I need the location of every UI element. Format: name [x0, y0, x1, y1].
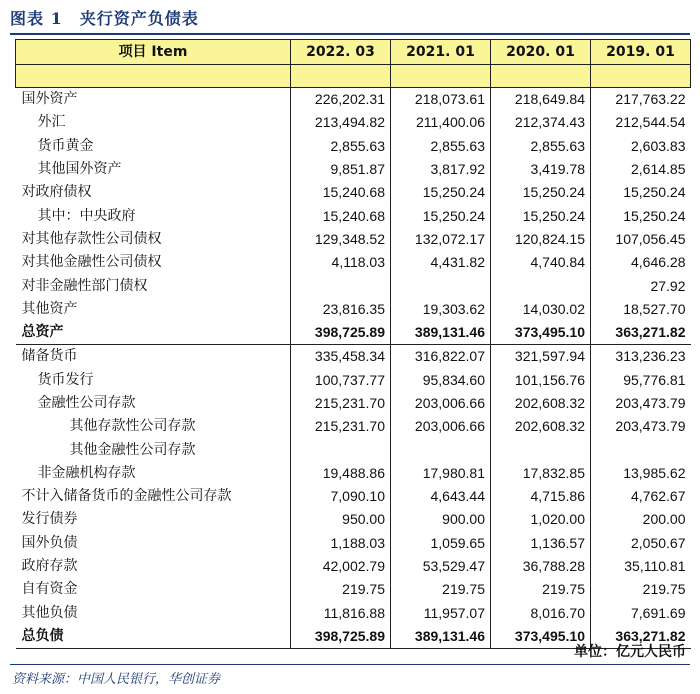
row-value	[291, 274, 391, 297]
row-value: 15,250.24	[491, 181, 591, 204]
row-value: 7,090.10	[291, 485, 391, 508]
row-label: 其中：中央政府	[37, 207, 136, 224]
row-value: 19,303.62	[391, 298, 491, 321]
liability-row	[16, 369, 691, 392]
row-label: 外汇	[37, 114, 66, 131]
row-value: 211,400.06	[391, 111, 491, 134]
source-divider	[10, 664, 690, 665]
row-value: 212,544.54	[591, 111, 691, 134]
liability-row	[16, 345, 691, 369]
asset-row	[16, 111, 691, 134]
row-value: 9,851.87	[291, 158, 391, 181]
row-value: 203,473.79	[591, 392, 691, 415]
liability-row	[16, 602, 691, 625]
row-value: 23,816.35	[291, 298, 391, 321]
row-value: 226,202.31	[291, 88, 391, 112]
row-label: 非金融机构存款	[37, 464, 136, 481]
row-value: 7,691.69	[591, 602, 691, 625]
liability-row	[16, 508, 691, 531]
row-value: 3,419.78	[491, 158, 591, 181]
row-value: 95,834.60	[391, 369, 491, 392]
row-label: 自有资金	[21, 581, 78, 598]
row-value: 129,348.52	[291, 228, 391, 251]
row-label: 国外负债	[21, 534, 78, 551]
row-value: 42,002.79	[291, 555, 391, 578]
row-value: 35,110.81	[591, 555, 691, 578]
row-value: 2,050.67	[591, 532, 691, 555]
row-value	[591, 438, 691, 461]
header-row	[16, 40, 691, 65]
row-value: 15,250.24	[391, 204, 491, 227]
source-note: 资料来源：中国人民银行，华创证券	[12, 672, 221, 687]
row-value: 2,855.63	[291, 135, 391, 158]
row-value: 215,231.70	[291, 415, 391, 438]
row-value: 15,250.24	[591, 204, 691, 227]
row-value: 316,822.07	[391, 345, 491, 369]
row-value: 17,832.85	[491, 462, 591, 485]
row-value: 3,817.92	[391, 158, 491, 181]
row-value: 215,231.70	[291, 392, 391, 415]
row-value: 27.92	[591, 274, 691, 297]
row-label: 货币黄金	[37, 137, 94, 154]
figure-title: 图表 1 夹行资产负债表	[10, 9, 199, 28]
row-value: 202,608.32	[491, 415, 591, 438]
row-value: 213,494.82	[291, 111, 391, 134]
row-value: 373,495.10	[491, 321, 591, 345]
row-label: 对政府债权	[21, 184, 92, 201]
row-value	[491, 274, 591, 297]
row-value: 101,156.76	[491, 369, 591, 392]
header-col-2022-03: 2022. 03	[291, 40, 391, 65]
row-value: 321,597.94	[491, 345, 591, 369]
row-value: 1,136.57	[491, 532, 591, 555]
row-value: 4,646.28	[591, 251, 691, 274]
asset-row	[16, 135, 691, 158]
row-value: 203,006.66	[391, 415, 491, 438]
row-value: 1,020.00	[491, 508, 591, 531]
row-value: 219.75	[291, 578, 391, 601]
row-value	[291, 438, 391, 461]
row-value: 15,240.68	[291, 204, 391, 227]
row-label: 发行债券	[21, 511, 78, 528]
row-value: 203,006.66	[391, 392, 491, 415]
liability-row	[16, 532, 691, 555]
row-label: 其他金融性公司存款	[69, 441, 196, 458]
row-label: 总负债	[16, 625, 291, 649]
row-value: 14,030.02	[491, 298, 591, 321]
row-label: 政府存款	[21, 558, 78, 575]
row-value: 53,529.47	[391, 555, 491, 578]
row-value: 19,488.86	[291, 462, 391, 485]
row-label: 对其他存款性公司债权	[21, 230, 162, 247]
balance-sheet-table	[15, 39, 691, 649]
row-value: 212,374.43	[491, 111, 591, 134]
liability-row	[16, 555, 691, 578]
row-value	[391, 274, 491, 297]
row-value: 18,527.70	[591, 298, 691, 321]
liability-row	[16, 415, 691, 438]
row-value: 36,788.28	[491, 555, 591, 578]
blank-band-row	[16, 65, 691, 88]
row-value: 219.75	[591, 578, 691, 601]
row-value: 15,250.24	[491, 204, 591, 227]
table-body	[16, 65, 691, 649]
row-value: 218,649.84	[491, 88, 591, 112]
row-value: 2,855.63	[491, 135, 591, 158]
unit-note: 单位：亿元人民币	[574, 644, 686, 660]
row-value: 1,059.65	[391, 532, 491, 555]
row-value	[491, 438, 591, 461]
row-value: 373,495.10	[491, 625, 591, 649]
row-value: 335,458.34	[291, 345, 391, 369]
row-value: 8,016.70	[491, 602, 591, 625]
row-label: 其他负债	[21, 604, 78, 621]
asset-row	[16, 298, 691, 321]
row-value: 363,271.82	[591, 625, 691, 649]
header-col-2020-01: 2020. 01	[491, 40, 591, 65]
row-label: 金融性公司存款	[37, 395, 136, 411]
row-value: 203,473.79	[591, 415, 691, 438]
row-value: 2,614.85	[591, 158, 691, 181]
row-value: 4,118.03	[291, 251, 391, 274]
row-value: 219.75	[491, 578, 591, 601]
row-value: 4,740.84	[491, 251, 591, 274]
row-label: 不计入储备货币的金融性公司存款	[21, 488, 232, 505]
header-item: 项目 Item	[16, 40, 291, 65]
row-value: 313,236.23	[591, 345, 691, 369]
row-value: 2,855.63	[391, 135, 491, 158]
total-assets-row	[16, 321, 691, 345]
row-label: 其他国外资产	[37, 161, 122, 178]
asset-row	[16, 251, 691, 274]
row-value: 15,250.24	[391, 181, 491, 204]
header-col-2019-01: 2019. 01	[591, 40, 691, 65]
liability-row	[16, 462, 691, 485]
liability-row	[16, 438, 691, 461]
row-value: 398,725.89	[291, 625, 391, 649]
row-value: 4,643.44	[391, 485, 491, 508]
asset-row	[16, 204, 691, 227]
row-value: 132,072.17	[391, 228, 491, 251]
row-value: 17,980.81	[391, 462, 491, 485]
row-label: 其他资产	[21, 300, 78, 317]
header-col-2021-01: 2021. 01	[391, 40, 491, 65]
row-value: 13,985.62	[591, 462, 691, 485]
row-value: 120,824.15	[491, 228, 591, 251]
row-value: 200.00	[591, 508, 691, 531]
row-value: 389,131.46	[391, 625, 491, 649]
row-value: 218,073.61	[391, 88, 491, 112]
liability-row	[16, 392, 691, 415]
row-value: 389,131.46	[391, 321, 491, 345]
row-label: 对非金融性部门债权	[21, 277, 148, 294]
row-label: 储备货币	[21, 348, 78, 365]
asset-row	[16, 158, 691, 181]
row-value: 4,715.86	[491, 485, 591, 508]
asset-row	[16, 88, 691, 112]
row-value: 15,240.68	[291, 181, 391, 204]
row-label: 国外资产	[21, 91, 78, 108]
row-value: 1,188.03	[291, 532, 391, 555]
row-value: 217,763.22	[591, 88, 691, 112]
row-label: 总资产	[16, 321, 291, 345]
row-value: 11,957.07	[391, 602, 491, 625]
row-value: 100,737.77	[291, 369, 391, 392]
title-divider	[10, 33, 690, 35]
row-value: 398,725.89	[291, 321, 391, 345]
asset-row	[16, 228, 691, 251]
row-value: 950.00	[291, 508, 391, 531]
row-label: 货币发行	[37, 371, 94, 388]
row-value	[391, 438, 491, 461]
row-label: 对其他金融性公司债权	[21, 254, 162, 271]
liability-row	[16, 485, 691, 508]
liability-row	[16, 578, 691, 601]
row-label: 其他存款性公司存款	[69, 418, 196, 435]
row-value: 202,608.32	[491, 392, 591, 415]
row-value: 219.75	[391, 578, 491, 601]
row-value: 4,762.67	[591, 485, 691, 508]
row-value: 95,776.81	[591, 369, 691, 392]
row-value: 363,271.82	[591, 321, 691, 345]
row-value: 11,816.88	[291, 602, 391, 625]
row-value: 15,250.24	[591, 181, 691, 204]
row-value: 900.00	[391, 508, 491, 531]
row-value: 2,603.83	[591, 135, 691, 158]
asset-row	[16, 274, 691, 297]
asset-row	[16, 181, 691, 204]
row-value: 4,431.82	[391, 251, 491, 274]
row-value: 107,056.45	[591, 228, 691, 251]
